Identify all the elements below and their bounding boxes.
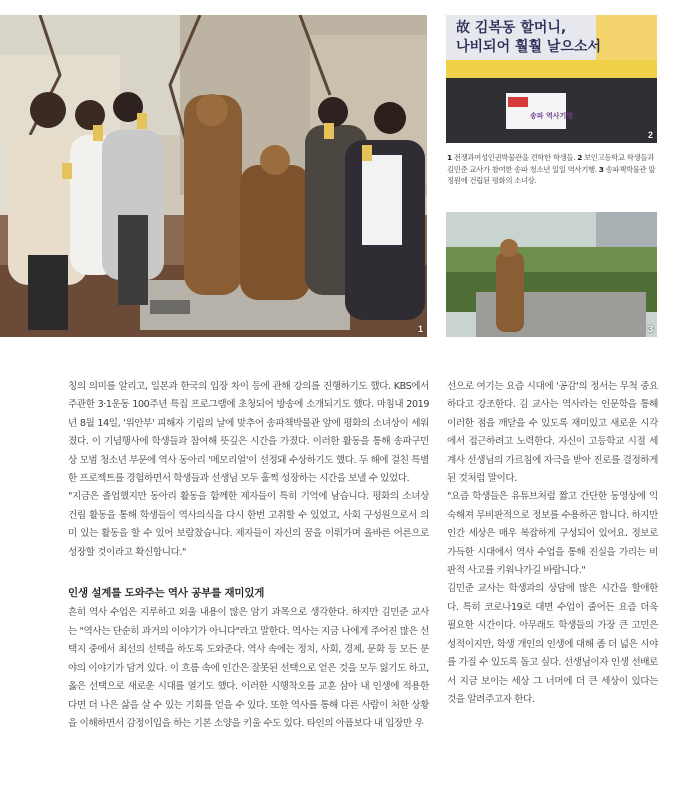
banner-line-1: 故 김복동 할머니, (456, 20, 567, 36)
quote-paragraph: "지금은 졸업했지만 동아리 활동을 함께한 제자들이 특히 기억에 남습니다. 평화의 소녀상 건립 활동을 통해 학생들이 역사의식을 다시 한번 고취할 수 있었고, 사회 구성원으로서 의미 있는 활동을 할 수 있어 보람찼습니다. 제자들이 자신의 꿈을 이뤄가며 올바른 어른으로 성장할 것이라고 확신합니다." (68, 491, 429, 558)
caption-num-2: 2 (577, 153, 583, 162)
paragraph: 칭의 의미를 알리고, 일본과 한국의 입장 차이 등에 관해 강의를 진행하기도 했다. KBS에서 주관한 3·1운동 100주년 특집 프로그램에 초청되어 방송에 소개되기도 했다. 마침내 2019년 8월 14일, '위안부' 피해자 기림의 날에 맞추어 송파책박물관 앞에 평화의 소녀상이 세워졌다. 이 기념행사에 학생들과 참여해 뜻깊은 시간을 가졌다. 이러한 활동을 통해 송파구민상 모범 청소년 부문에 역사 동아리 '메모리얼'이 선정돼 수상하기도 했다. 두 해에 걸친 특별한 프로젝트를 경험하면서 학생들과 선생님 모두 훌쩍 성장하는 시간을 보낼 수 있었다. (68, 381, 429, 485)
section-heading: 인생 설계를 도와주는 역사 공부를 재미있게 (68, 587, 265, 600)
photo-number: 2 (647, 130, 653, 140)
banner-sign-text: 송파 역사기행 (530, 112, 574, 120)
paragraph: 김민준 교사는 학생과의 상담에 많은 시간을 할애한다. 특히 코로나19로 대면 수업이 줄어든 요즘 더욱 필요한 시간이다. 아무래도 학생들의 가장 큰 고민은 성적이지만, 학생 개인의 인생에 대해 좀 더 넓은 시야를 가질 수 있도록 돕고 싶다. 선생님이자 인생 선배로서 지금 보이는 세상 그 너머에 더 큰 세상이 있다는 것을 알려주고자 한다. (447, 583, 658, 705)
caption-num-3: 3 (598, 164, 604, 174)
caption-text-3: 송파책박물관 앞 정원에 건립된 평화의 소녀상. (447, 164, 656, 186)
photo-history-tour-group (446, 15, 657, 143)
photo-statue-garden (446, 212, 657, 337)
caption-text-2: 보인고등학교 학생들과 김민준 교사가 참여한 송파 청소년 일일 역사기행. (447, 153, 654, 174)
caption-text-1: 전쟁과여성인권박물관을 견학한 학생들. (451, 153, 578, 162)
paragraph: 흔히 역사 수업은 지루하고 외울 내용이 많은 암기 과목으로 생각한다. 하지만 김민준 교사는 "역사는 단순히 과거의 이야기가 아니다"라고 말한다. 역사는 지금 나에게 주어진 많은 선택지 중에서 최선의 선택을 하도록 도와준다. 역사 속에는 정치, 사회, 경제, 문화 등 모든 분야의 이야기가 담겨 있다. 이 흐름 속에 인간은 잘못된 선택으로 얻은 것을 모두 잃기도 하고, 옳은 선택으로 새로운 시대를 열기도 했다. 이러한 시행착오를 교훈 삼아 내 인생에 적용한다면 더 나은 삶을 살 수 있는 기회를 얻을 수 있다. 또한 역사를 통해 다른 사람이 처한 상황을 이해하면서 감정이입을 하는 기본 소양을 키울 수도 있다. 타인의 아픔보다 내 입장만 우 (68, 607, 429, 729)
banner-text (456, 19, 601, 57)
photo-number: 1 (417, 324, 423, 334)
caption-num-1: 1 (447, 153, 452, 162)
paragraph: 선으로 여기는 요즘 시대에 '공감'의 정서는 무척 중요하다고 강조한다. 김 교사는 역사라는 인문학을 통해 이러한 점을 깨닫을 수 있도록 재미있고 새로운 시각에서 접근하려고 노력한다. 자신이 고등학교 시절 세계사 선생님의 가르침에 자극을 받아 진로를 결정하게 된 것처럼 말이다. (447, 381, 658, 485)
photo-caption (447, 152, 659, 187)
banner-line-2: 나비되어 훨훨 날으소서 (456, 39, 601, 55)
photo-number: 3 (647, 324, 653, 334)
main-photo-students-statue (0, 15, 427, 337)
quote-paragraph: "요즘 학생들은 유튜브처럼 짧고 간단한 동영상에 익숙해져 무비판적으로 정보를 수용하곤 합니다. 하지만 인간 세상은 매우 복잡하게 구성되어 있어요. 정보로 가득한 시대에서 역사 수업을 통해 진실을 가리는 비판적 사고를 키워나가길 바랍니다." (447, 491, 658, 577)
article-right-column (447, 378, 658, 709)
article-left-column (68, 378, 429, 733)
